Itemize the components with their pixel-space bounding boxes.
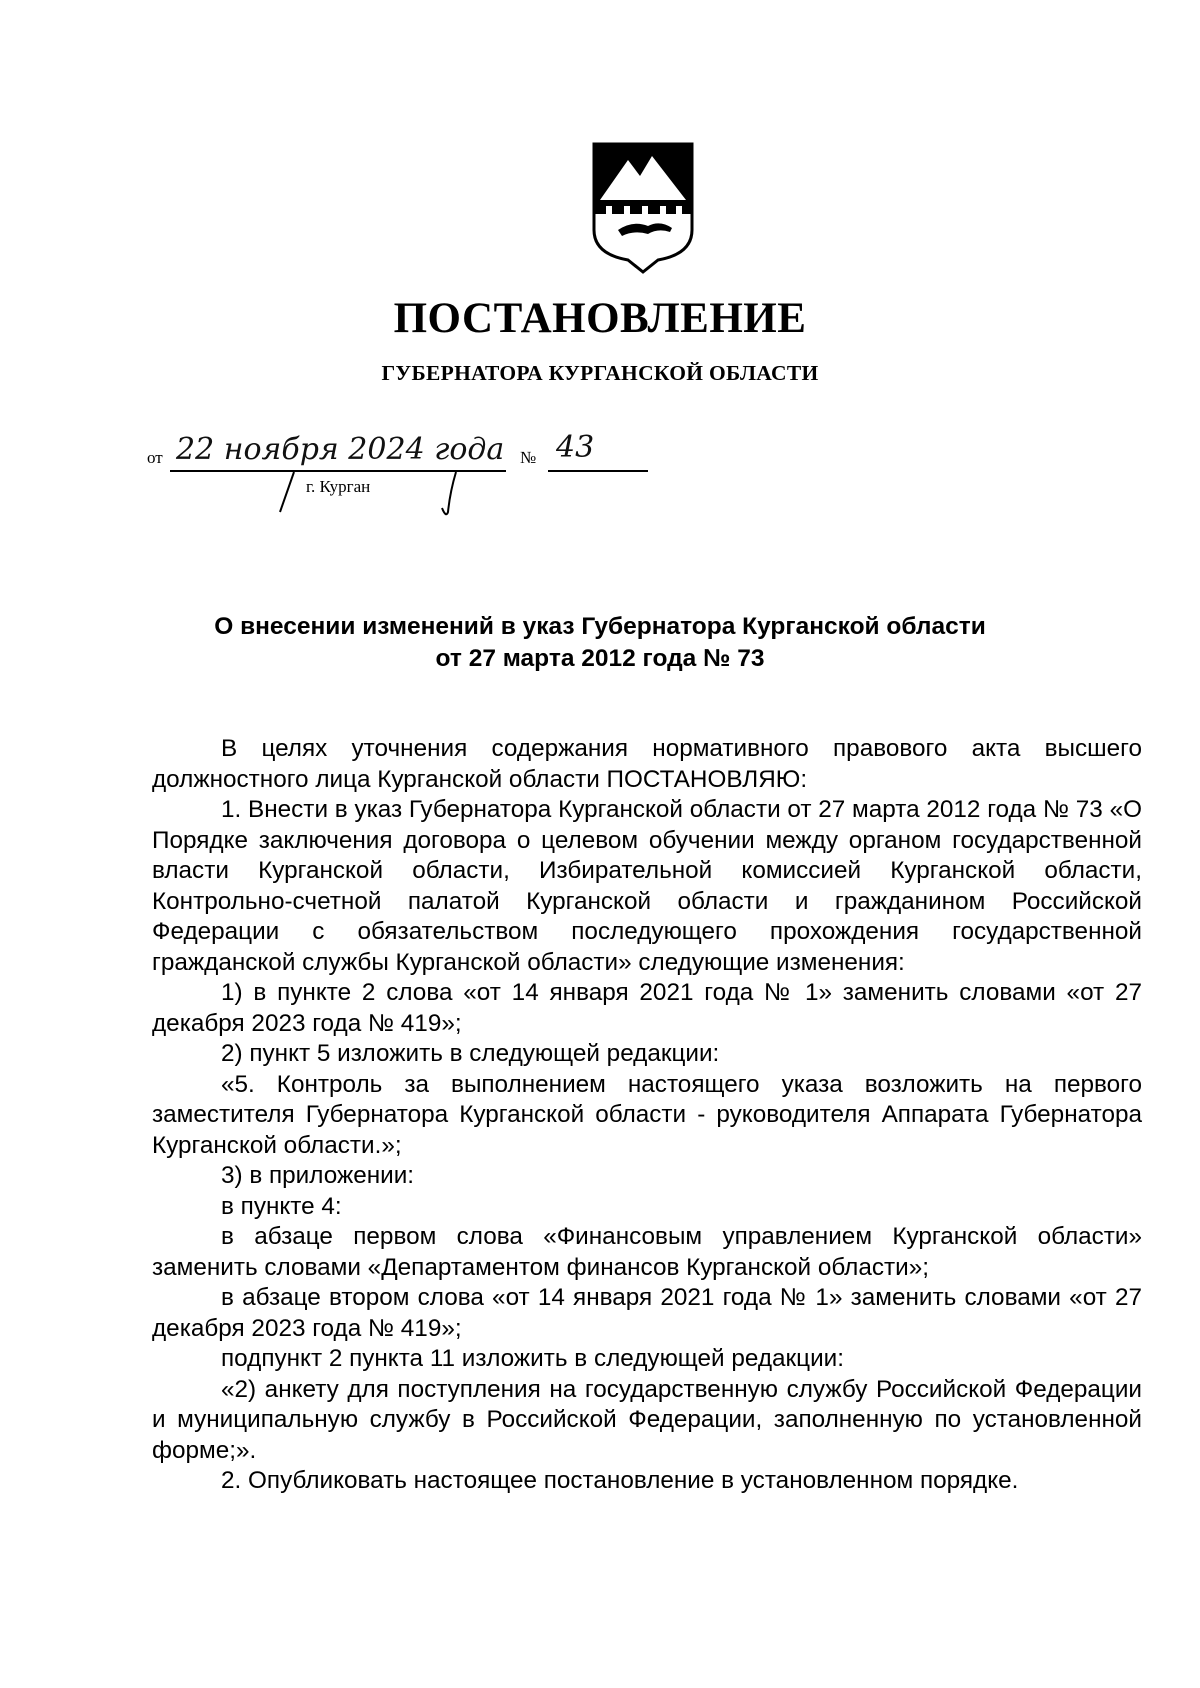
number-label: № bbox=[520, 448, 537, 467]
paragraph: В целях уточнения содержания нормативного правового акта высшего должностного лица Курганской области ПОСТАНОВЛЯЮ: bbox=[152, 735, 1142, 793]
document-heading bbox=[0, 611, 1200, 675]
paragraph: в абзаце первом слова «Финансовым управлением Курганской области» заменить словами «Департаментом финансов Курганской области»; bbox=[152, 1223, 1142, 1281]
heading-line-2: от 27 марта 2012 года № 73 bbox=[435, 645, 765, 672]
paragraph: в пункте 4: bbox=[221, 1192, 342, 1220]
paragraph: «5. Контроль за выполнением настоящего указа возложить на первого заместителя Губернатора Курганской области - руководителя Аппарата Губернатора Курганской области.»; bbox=[152, 1070, 1142, 1159]
document-subtitle: ГУБЕРНАТОРА КУРГАНСКОЙ ОБЛАСТИ bbox=[381, 361, 819, 385]
handwritten-date: 22 ноября 2024 года bbox=[176, 432, 505, 467]
paragraph: «2) анкету для поступления на государственную службу Российской Федерации и муниципальную службу в Российской Федерации, заполненную по установленной форме;». bbox=[152, 1375, 1142, 1464]
paragraph: подпункт 2 пункта 11 изложить в следующей редакции: bbox=[221, 1345, 844, 1372]
handwritten-number: 43 bbox=[556, 430, 595, 465]
document-title: ПОСТАНОВЛЕНИЕ bbox=[393, 295, 807, 342]
paragraph: 1. Внести в указ Губернатора Курганской области от 27 марта 2012 года № 73 «О Порядке заключения договора о целевом обучении между органом государственной власти Курганской области, Избирательной комиссией Курганской области, Контрольно-счетной палатой Курганской области и гражданином Российской Федерации с обязательством последующего прохождения государственной гражданской службы Курганской области» следующие изменения: bbox=[152, 796, 1142, 976]
number-underline bbox=[548, 470, 648, 472]
paragraph: 3) в приложении: bbox=[221, 1162, 415, 1189]
coat-of-arms-icon bbox=[588, 142, 698, 274]
heading-line-1: О внесении изменений в указ Губернатора Курганской области bbox=[214, 613, 986, 640]
document-body bbox=[152, 734, 1142, 1497]
paragraph: 1) в пункте 2 слова «от 14 января 2021 года № 1» заменить словами «от 27 декабря 2023 года № 419»; bbox=[152, 979, 1142, 1037]
paragraph: в абзаце втором слова «от 14 января 2021 года № 1» заменить словами «от 27 декабря 2023 года № 419»; bbox=[152, 1284, 1142, 1342]
paragraph: 2. Опубликовать настоящее постановление в установленном порядке. bbox=[221, 1467, 1019, 1494]
handwriting-strokes bbox=[270, 470, 470, 520]
from-label: от bbox=[147, 448, 163, 467]
city-label: г. Курган bbox=[306, 477, 371, 496]
paragraph: 2) пункт 5 изложить в следующей редакции: bbox=[221, 1040, 720, 1067]
